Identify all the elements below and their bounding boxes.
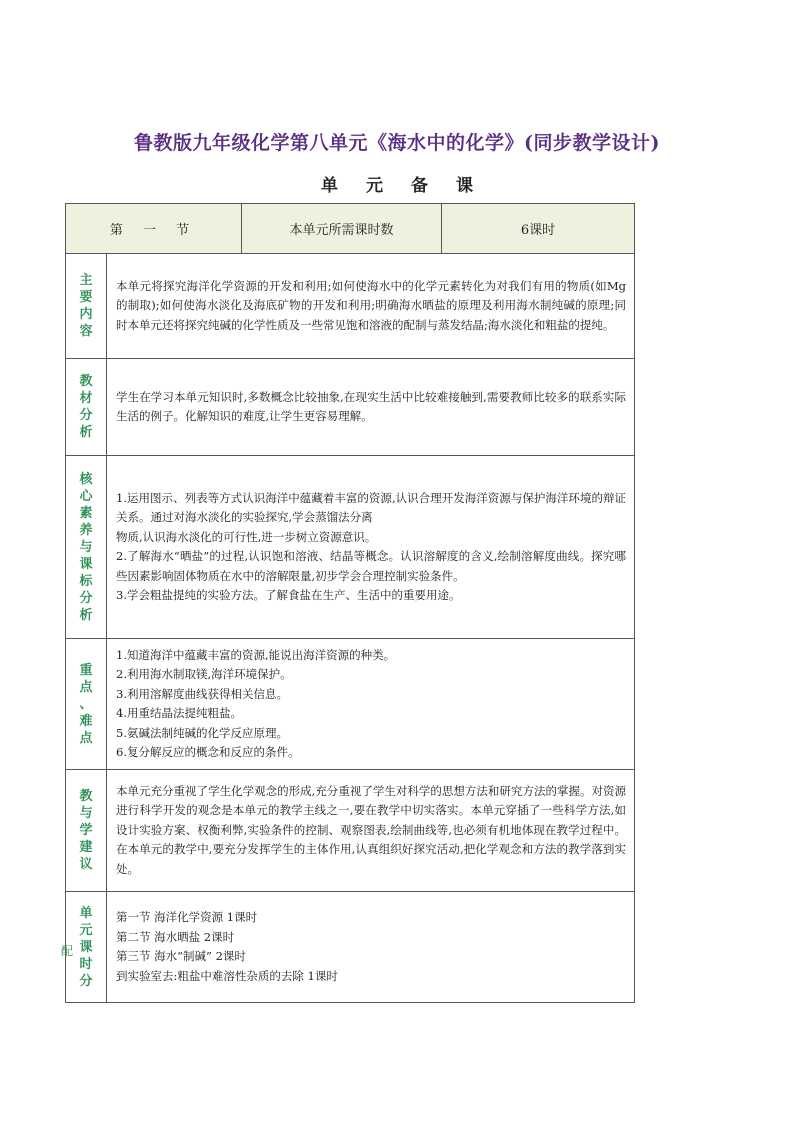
row-content: 第一节 海洋化学资源 1课时 第二节 海水晒盐 2课时 第三节 海水“制碱” 2课时 到实验室去:粗盐中难溶性杂质的去除 1课时 [107, 892, 635, 1003]
document-subtitle [0, 171, 794, 196]
row-teaching-suggestions [66, 770, 635, 892]
unit-plan-table [65, 203, 635, 1003]
row-content: 1.知道海洋中蕴藏丰富的资源,能说出海洋资源的种类。 2.利用海水制取镁,海洋环境保护。 3.利用溶解度曲线获得相关信息。 4.用重结晶法提纯粗盐。 5.氨碱法制纯碱的化学反应原理。 6.复分解反应的概念和反应的条件。 [107, 639, 635, 770]
stray-label-glyph: 配 [61, 944, 74, 958]
row-core-literacy [66, 456, 635, 639]
document-title: 鲁教版九年级化学第八单元《海水中的化学》(同步教学设计) [134, 132, 660, 154]
subtitle-char: 单 [321, 176, 338, 196]
header-row [66, 204, 635, 254]
section-cell: 第 一 节 [66, 204, 242, 254]
hours-label-cell: 本单元所需课时数 [242, 204, 442, 254]
subtitle-char: 备 [411, 176, 428, 196]
row-content: 本单元将探究海洋化学资源的开发和利用;如何使海水中的化学元素转化为对我们有用的物质(如Mg的制取);如何使海水淡化及海底矿物的开发和利用;明确海水晒盐的原理及利用海水制纯碱的原理;同时本单元还将探究纯碱的化学性质及一些常见饱和溶液的配制与蒸发结晶;海水淡化和粗盐的提纯。 [107, 254, 635, 359]
hours-value-cell: 6课时 [442, 204, 635, 254]
row-label: 核 心 素 养 与 课 标 分 析 [66, 456, 107, 639]
row-label: 单 元 课 时 分 [66, 892, 107, 1003]
row-content: 本单元充分重视了学生化学观念的形成,充分重视了学生对科学的思想方法和研究方法的掌握。对资源进行科学开发的观念是本单元的教学主线之一,要在教学中切实落实。本单元穿插了一些科学方法,如设计实验方案、权衡利弊,实验条件的控制、观察图表,绘制曲线等,也必须有机地体现在教学过程中。在本单元的教学中,要充分发挥学生的主体作用,认真组织好探究活动,把化学观念和方法的教学落到实处。 [107, 770, 635, 892]
row-label: 教 材 分 析 [66, 359, 107, 456]
row-material-analysis [66, 359, 635, 456]
row-main-content [66, 254, 635, 359]
subtitle-char: 课 [456, 176, 473, 196]
row-hour-allocation [66, 892, 635, 1003]
row-content: 学生在学习本单元知识时,多数概念比较抽象,在现实生活中比较难接触到,需要教师比较多的联系实际生活的例子。化解知识的难度,让学生更容易理解。 [107, 359, 635, 456]
row-label: 主 要 内 容 [66, 254, 107, 359]
row-key-difficult-points [66, 639, 635, 770]
row-content: 1.运用图示、列表等方式认识海洋中蕴藏着丰富的资源,认识合理开发海洋资源与保护海洋环境的辩证关系。通过对海水淡化的实验探究,学会蒸馏法分离 物质,认识海水淡化的可行性,进一步树立资源意识。 2.了解海水“晒盐”的过程,认识饱和溶液、结晶等概念。认识溶解度的含义,绘制溶解度曲线。探究哪些因素影响固体物质在水中的溶解限量,初步学会合理控制实验条件。 3.学会粗盐提纯的实验方法。了解食盐在生产、生活中的重要用途。 [107, 456, 635, 639]
row-label: 教 与 学 建 议 [66, 770, 107, 892]
row-label: 重 点 、 难 点 [66, 639, 107, 770]
subtitle-char: 元 [366, 176, 383, 196]
